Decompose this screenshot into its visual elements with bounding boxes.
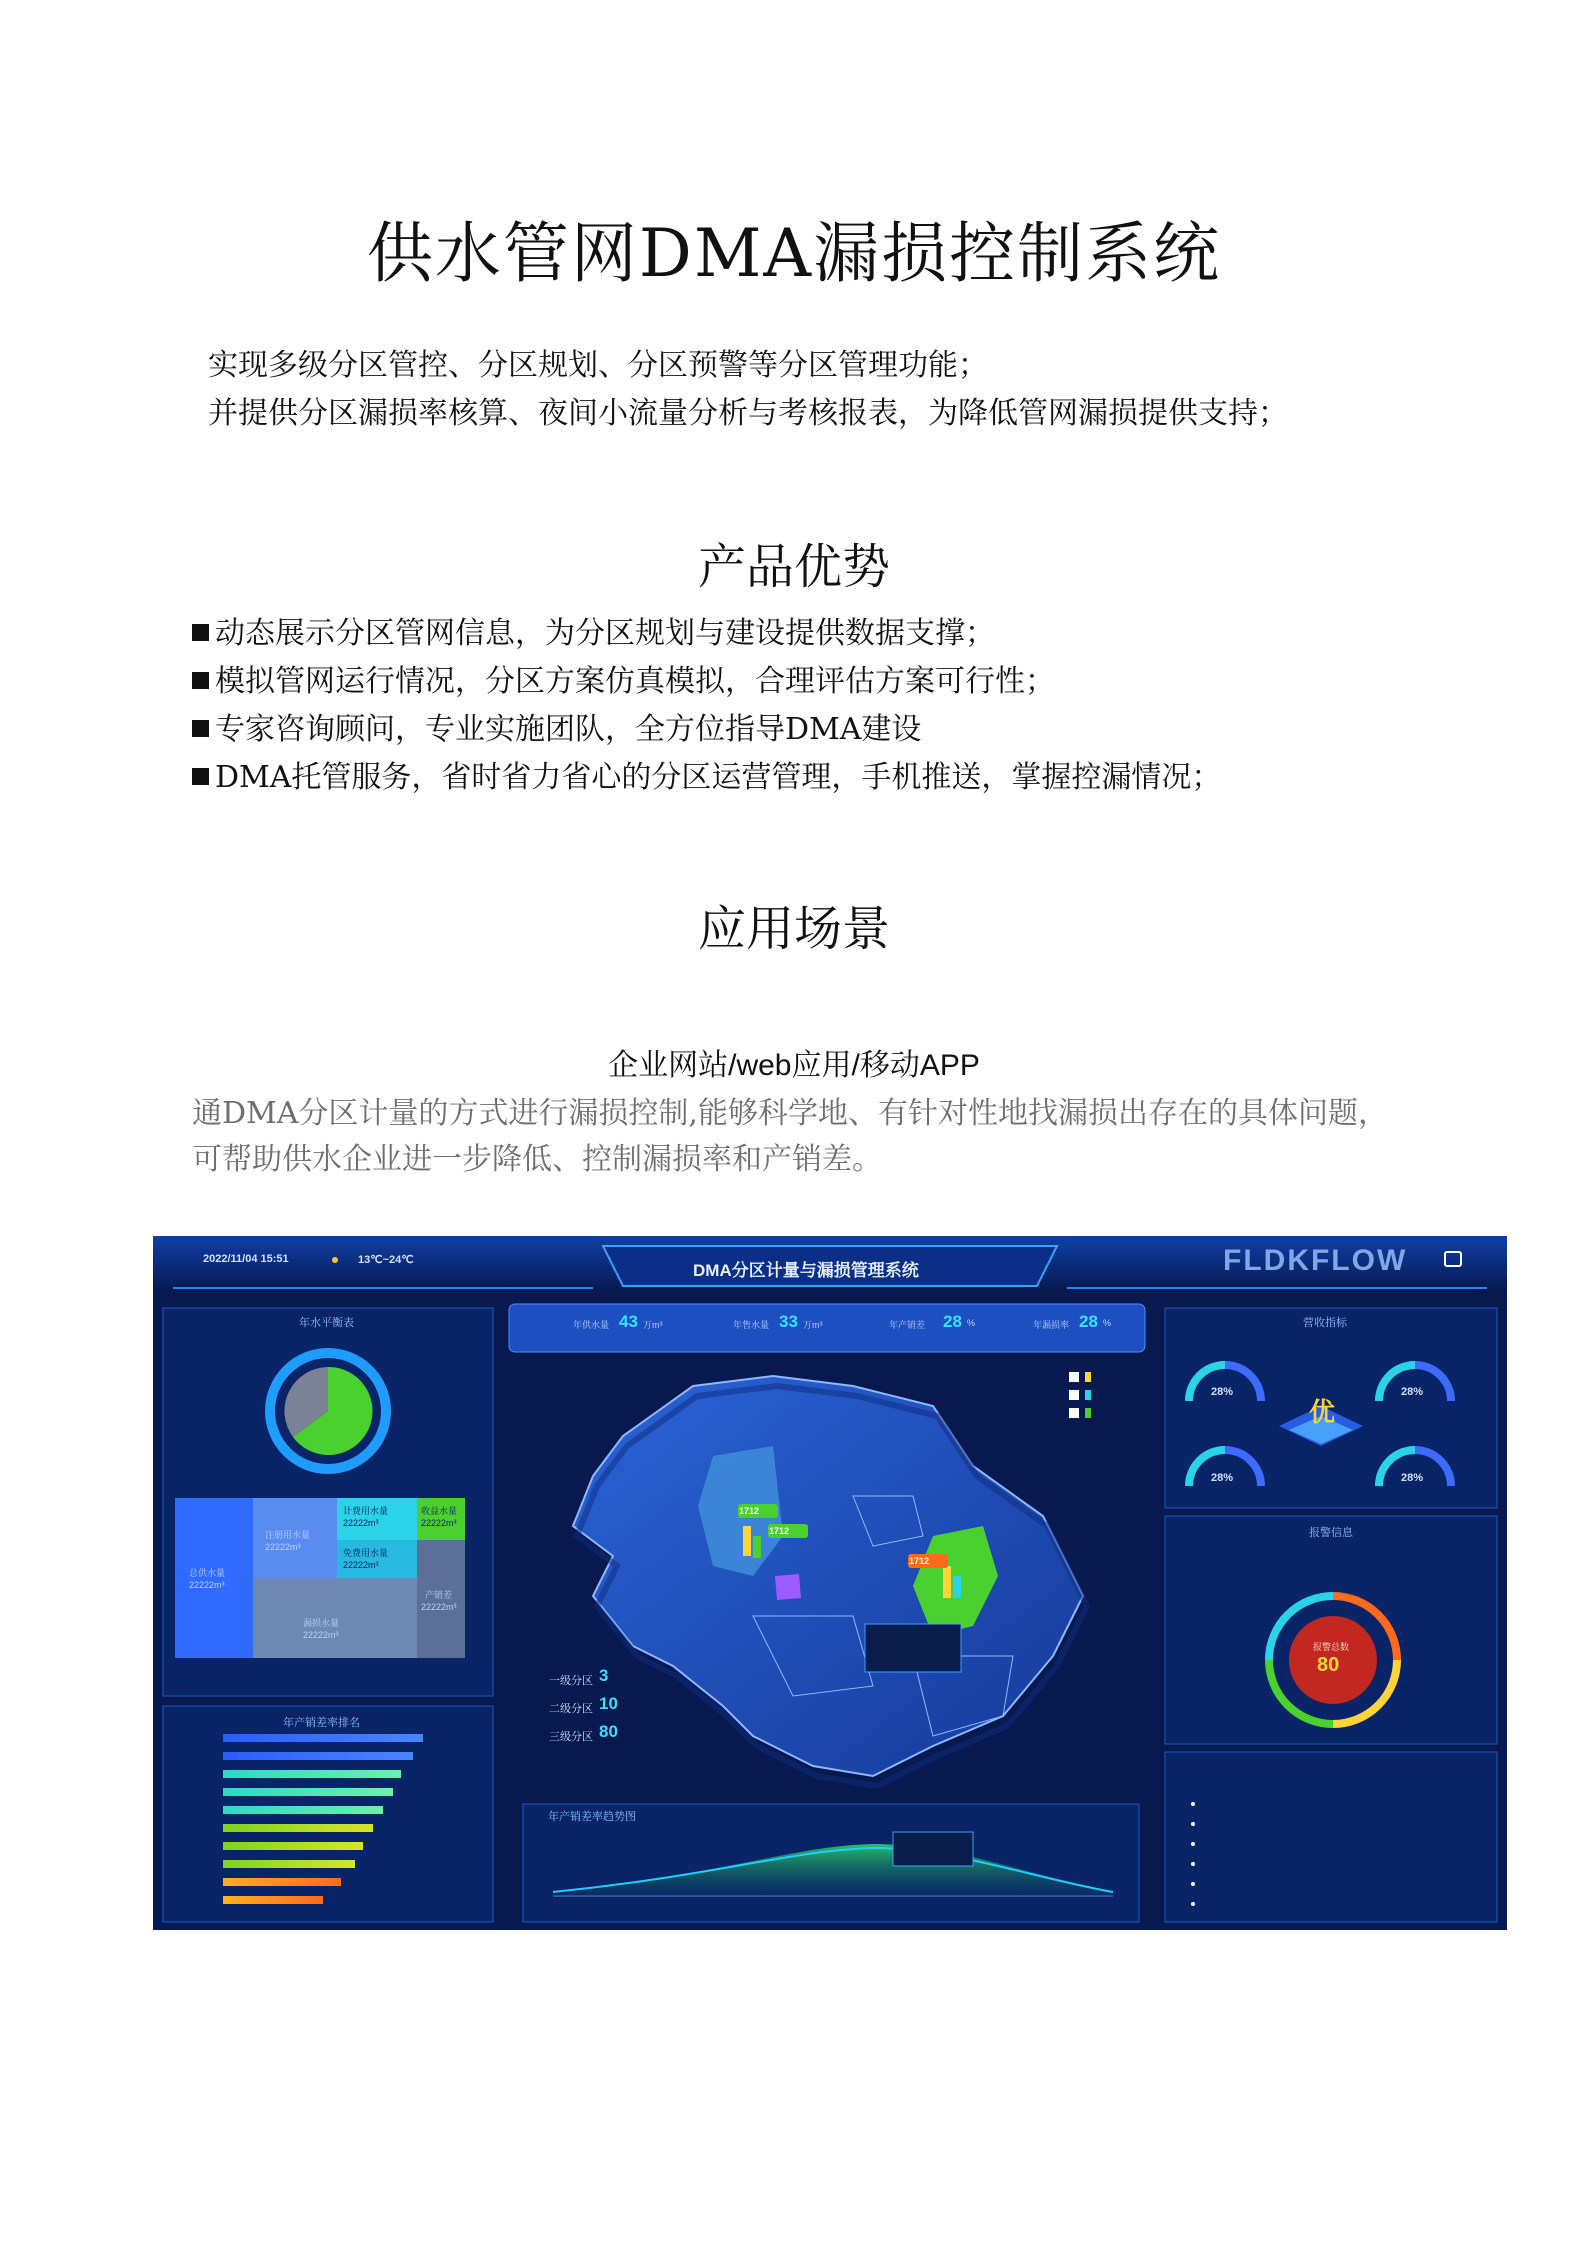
zone-level-count: 3 <box>599 1666 609 1685</box>
kpi-unit: % <box>1103 1318 1112 1328</box>
dashboard-logo: FLDKFLOW <box>1223 1244 1408 1277</box>
rank-bar <box>223 1806 383 1814</box>
kpi-unit: % <box>967 1318 976 1328</box>
bullet-square-icon <box>192 624 209 641</box>
page-title: 供水管网DMA漏损控制系统 <box>366 215 1222 292</box>
advantage-item <box>192 704 921 748</box>
map-tag-value: 1712 <box>909 1556 930 1566</box>
treemap-value: 22222m³ <box>421 1602 457 1612</box>
map-column <box>743 1526 751 1556</box>
panel-title-balance: 年水平衡表 <box>299 1317 354 1329</box>
panel-title-assessment: 营收指标 <box>1303 1317 1347 1329</box>
notice-bullet <box>1191 1842 1195 1846</box>
kpi-value: 28 <box>1079 1312 1098 1331</box>
channels-line: 企业网站/web应用/移动APP <box>608 1049 980 1082</box>
bullet-square-icon <box>192 768 209 785</box>
advantage-item <box>192 608 995 652</box>
weather-sun-icon <box>332 1257 338 1263</box>
gauge-value: 28% <box>1401 1386 1424 1398</box>
kpi-label: 年漏损率 <box>1033 1320 1070 1330</box>
kpi-value: 28 <box>943 1312 962 1331</box>
advantages-title: 产品优势 <box>697 539 890 595</box>
legend-checkbox <box>1069 1372 1079 1382</box>
intro-line-2: 并提供分区漏损率核算、夜间小流量分析与考核报表，为降低管网漏损提供支持； <box>208 396 1288 431</box>
map-column <box>953 1576 961 1598</box>
treemap-label: 免费用水量 <box>343 1548 389 1558</box>
scenarios-title: 应用场景 <box>697 901 890 957</box>
advantage-text: 模拟管网运行情况，分区方案仿真模拟，合理评估方案可行性； <box>215 664 1055 699</box>
panel-title-ranking: 年产销差率排名 <box>283 1717 360 1729</box>
map-tooltip <box>865 1624 961 1672</box>
kpi-value: 43 <box>619 1312 638 1331</box>
rank-bar <box>223 1752 413 1760</box>
gauge-value: 28% <box>1401 1472 1424 1484</box>
bullet-square-icon <box>192 720 209 737</box>
treemap-value: 22222m³ <box>343 1518 379 1528</box>
trend-tooltip <box>893 1832 973 1866</box>
alarm-total-value: 80 <box>1317 1654 1340 1676</box>
rank-bar <box>223 1734 423 1742</box>
legend-swatch <box>1085 1372 1091 1382</box>
notice-bullet <box>1191 1802 1195 1806</box>
bullet-square-icon <box>192 672 209 689</box>
alarm-total-label: 报警总数 <box>1313 1642 1350 1652</box>
treemap-label: 产销差 <box>425 1590 453 1600</box>
advantage-text: 动态展示分区管网信息，为分区规划与建设提供数据支撑； <box>215 616 995 651</box>
dashboard-graphics <box>153 1236 1507 1930</box>
map-column <box>753 1536 761 1558</box>
kpi-unit: 万m³ <box>643 1320 663 1330</box>
description-line-1: 通DMA分区计量的方式进行漏损控制,能够科学地、有针对性地找漏损出存在的具体问题， <box>192 1096 1388 1131</box>
treemap-label: 注册用水量 <box>265 1530 311 1540</box>
legend-checkbox <box>1069 1390 1079 1400</box>
zone-level-count: 80 <box>599 1722 618 1741</box>
grade-badge: 优 <box>1309 1398 1336 1428</box>
treemap-label: 计费用水量 <box>343 1506 389 1516</box>
legend-swatch <box>1085 1408 1091 1418</box>
gauge-value: 28% <box>1211 1386 1234 1398</box>
treemap-value: 22222m³ <box>189 1580 225 1590</box>
panel-title-trend: 年产销差率趋势图 <box>548 1811 636 1823</box>
kpi-label: 年供水量 <box>573 1320 610 1330</box>
treemap-value: 22222m³ <box>421 1518 457 1528</box>
rank-bar <box>223 1824 373 1832</box>
notice-panel <box>1165 1752 1497 1922</box>
district-map <box>573 1376 1083 1776</box>
treemap-value: 22222m³ <box>265 1542 301 1552</box>
legend-swatch <box>1085 1390 1091 1400</box>
zone-level-label: 三级分区 <box>549 1731 593 1743</box>
treemap-label: 总供水量 <box>189 1568 226 1578</box>
dashboard-weather: 13℃~24℃ <box>358 1254 414 1266</box>
advantage-item <box>192 752 1221 796</box>
intro-line-1: 实现多级分区管控、分区规划、分区预警等分区管理功能； <box>208 348 988 383</box>
legend-checkbox <box>1069 1408 1079 1418</box>
advantage-text: 专家咨询顾问，专业实施团队，全方位指导DMA建设 <box>215 712 922 747</box>
advantage-text: DMA托管服务，省时省力省心的分区运营管理，手机推送，掌握控漏情况； <box>215 760 1222 795</box>
map-column <box>943 1566 951 1598</box>
zone-level-count: 10 <box>599 1694 618 1713</box>
rank-bar <box>223 1788 393 1796</box>
notice-bullet <box>1191 1902 1195 1906</box>
kpi-unit: 万m³ <box>803 1320 823 1330</box>
advantage-item <box>192 656 1055 700</box>
gauge-value: 28% <box>1211 1472 1234 1484</box>
map-tag-value: 1712 <box>739 1506 760 1516</box>
panel-title-alarm: 报警信息 <box>1309 1527 1353 1539</box>
zone-level-label: 一级分区 <box>549 1675 593 1687</box>
rank-bar <box>223 1896 323 1904</box>
kpi-label: 年售水量 <box>733 1320 770 1330</box>
treemap-label: 漏损水量 <box>303 1618 340 1628</box>
map-region-purple <box>775 1574 801 1600</box>
dashboard-datetime: 2022/11/04 15:51 <box>203 1253 289 1265</box>
notice-bullet <box>1191 1882 1195 1886</box>
notice-bullet <box>1191 1822 1195 1826</box>
description-line-2: 可帮助供水企业进一步降低、控制漏损率和产销差。 <box>192 1142 882 1177</box>
treemap-value: 22222m³ <box>343 1560 379 1570</box>
notice-bullet <box>1191 1862 1195 1866</box>
kpi-label: 年产销差 <box>889 1320 926 1330</box>
treemap-label: 收益水量 <box>421 1506 458 1516</box>
rank-bar <box>223 1770 401 1778</box>
zone-level-label: 二级分区 <box>549 1703 593 1715</box>
treemap-value: 22222m³ <box>303 1630 339 1640</box>
dashboard-screenshot <box>153 1236 1507 1930</box>
kpi-value: 33 <box>779 1312 798 1331</box>
map-tag-value: 1712 <box>769 1526 790 1536</box>
rank-bar <box>223 1860 355 1868</box>
rank-bar <box>223 1842 363 1850</box>
dashboard-title: DMA分区计量与漏损管理系统 <box>693 1261 919 1280</box>
rank-bar <box>223 1878 341 1886</box>
